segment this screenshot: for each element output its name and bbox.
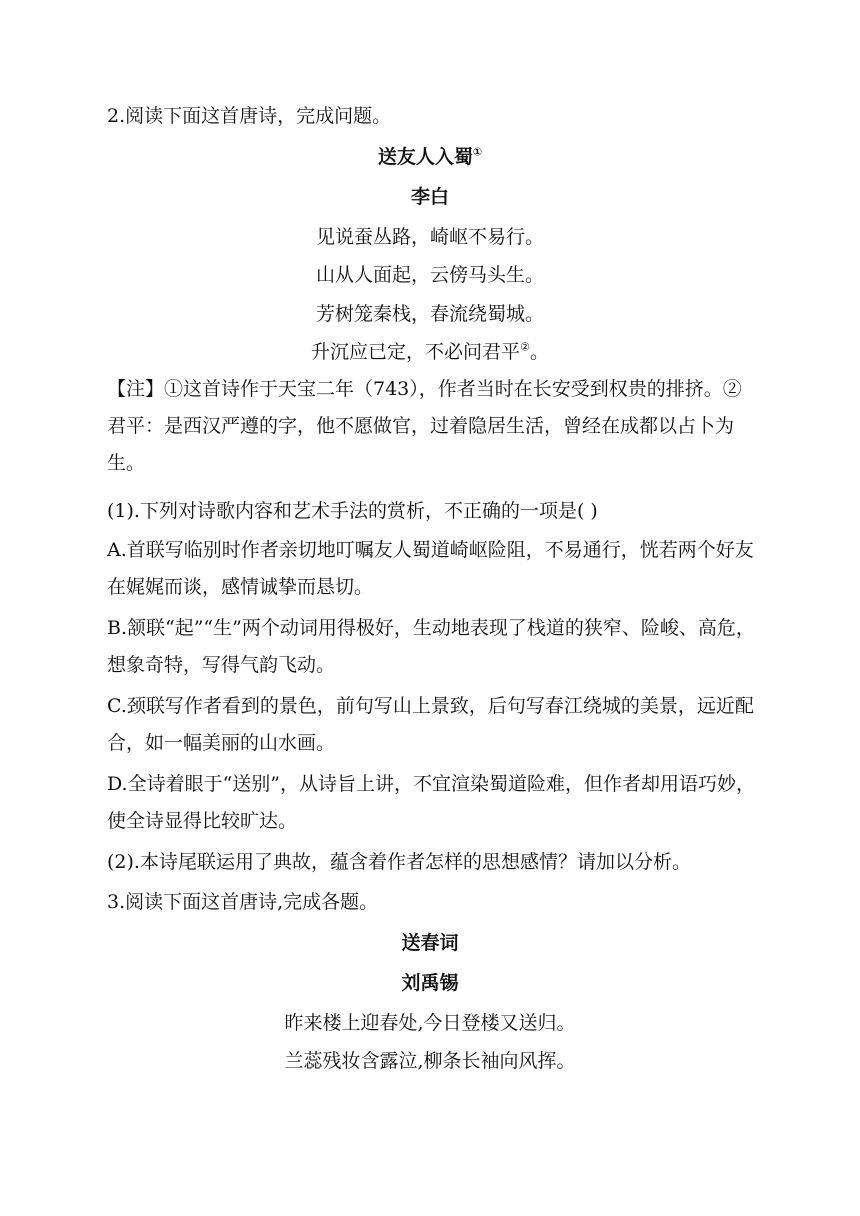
option-b: B.颔联“起”“生”两个动词用得极好，生动地表现了栈道的狭窄、险峻、高危，想象奇特，写得气韵飞动。: [107, 617, 755, 676]
poem-1-author: 李白: [410, 186, 449, 208]
poem-1-title: [0, 144, 860, 170]
question-3-heading: 3.阅读下面这首唐诗,完成各题。: [107, 891, 379, 913]
option-c: C.颈联写作者看到的景色，前句写山上景致，后句写春江绕城的美景，远近配合，如一幅美丽的山水画。: [107, 695, 754, 754]
poem-2-line-1: 昨来楼上迎春处,今日登楼又送归。: [284, 1012, 576, 1034]
question-2-sub-2: (2).本诗尾联运用了典故，蕴含着作者怎样的思想感情？请加以分析。: [107, 851, 691, 873]
question-2-sub-1: (1).下列对诗歌内容和艺术手法的赏析，不正确的一项是( ): [107, 500, 598, 522]
poem-2-title: 送春词: [401, 932, 459, 954]
poem-1-line-4-text: 升沉应已定，不必问君平: [311, 341, 521, 363]
option-a: A.首联写临别时作者亲切地叮嘱友人蜀道崎岖险阻，不易通行，恍若两个好友在娓娓而谈，感情诚挚而恳切。: [107, 539, 754, 598]
poem-1-title-text: 送友人入蜀: [377, 146, 473, 168]
poem-1-line-2: 山从人面起，云傍马头生。: [315, 264, 544, 286]
poem-1-line-4-end: 。: [529, 341, 549, 363]
poem-2-line-2: 兰蕊残妆含露泣,柳条长袖向风挥。: [284, 1050, 576, 1072]
poem-1-line-4-footnote-mark: ②: [520, 340, 530, 354]
poem-1-note: 【注】①这首诗作于天宝二年（743），作者当时在长安受到权贵的排挤。②君平：是西汉严遵的字，他不愿做官，过着隐居生活，曾经在成都以占卜为生。: [107, 378, 742, 474]
poem-1-line-4: [0, 339, 860, 365]
question-2-heading: 2.阅读下面这首唐诗，完成问题。: [107, 105, 392, 127]
poem-2-author: 刘禹锡: [401, 972, 459, 994]
poem-1-title-footnote-mark: ①: [472, 145, 483, 159]
poem-1-line-1: 见说蚕丛路，崎岖不易行。: [315, 226, 544, 248]
option-d: D.全诗着眼于“送别”，从诗旨上讲，不宜渲染蜀道险难，但作者却用语巧妙，使全诗显得比较旷达。: [107, 773, 756, 832]
poem-1-line-3: 芳树笼秦栈，春流绕蜀城。: [315, 303, 544, 325]
